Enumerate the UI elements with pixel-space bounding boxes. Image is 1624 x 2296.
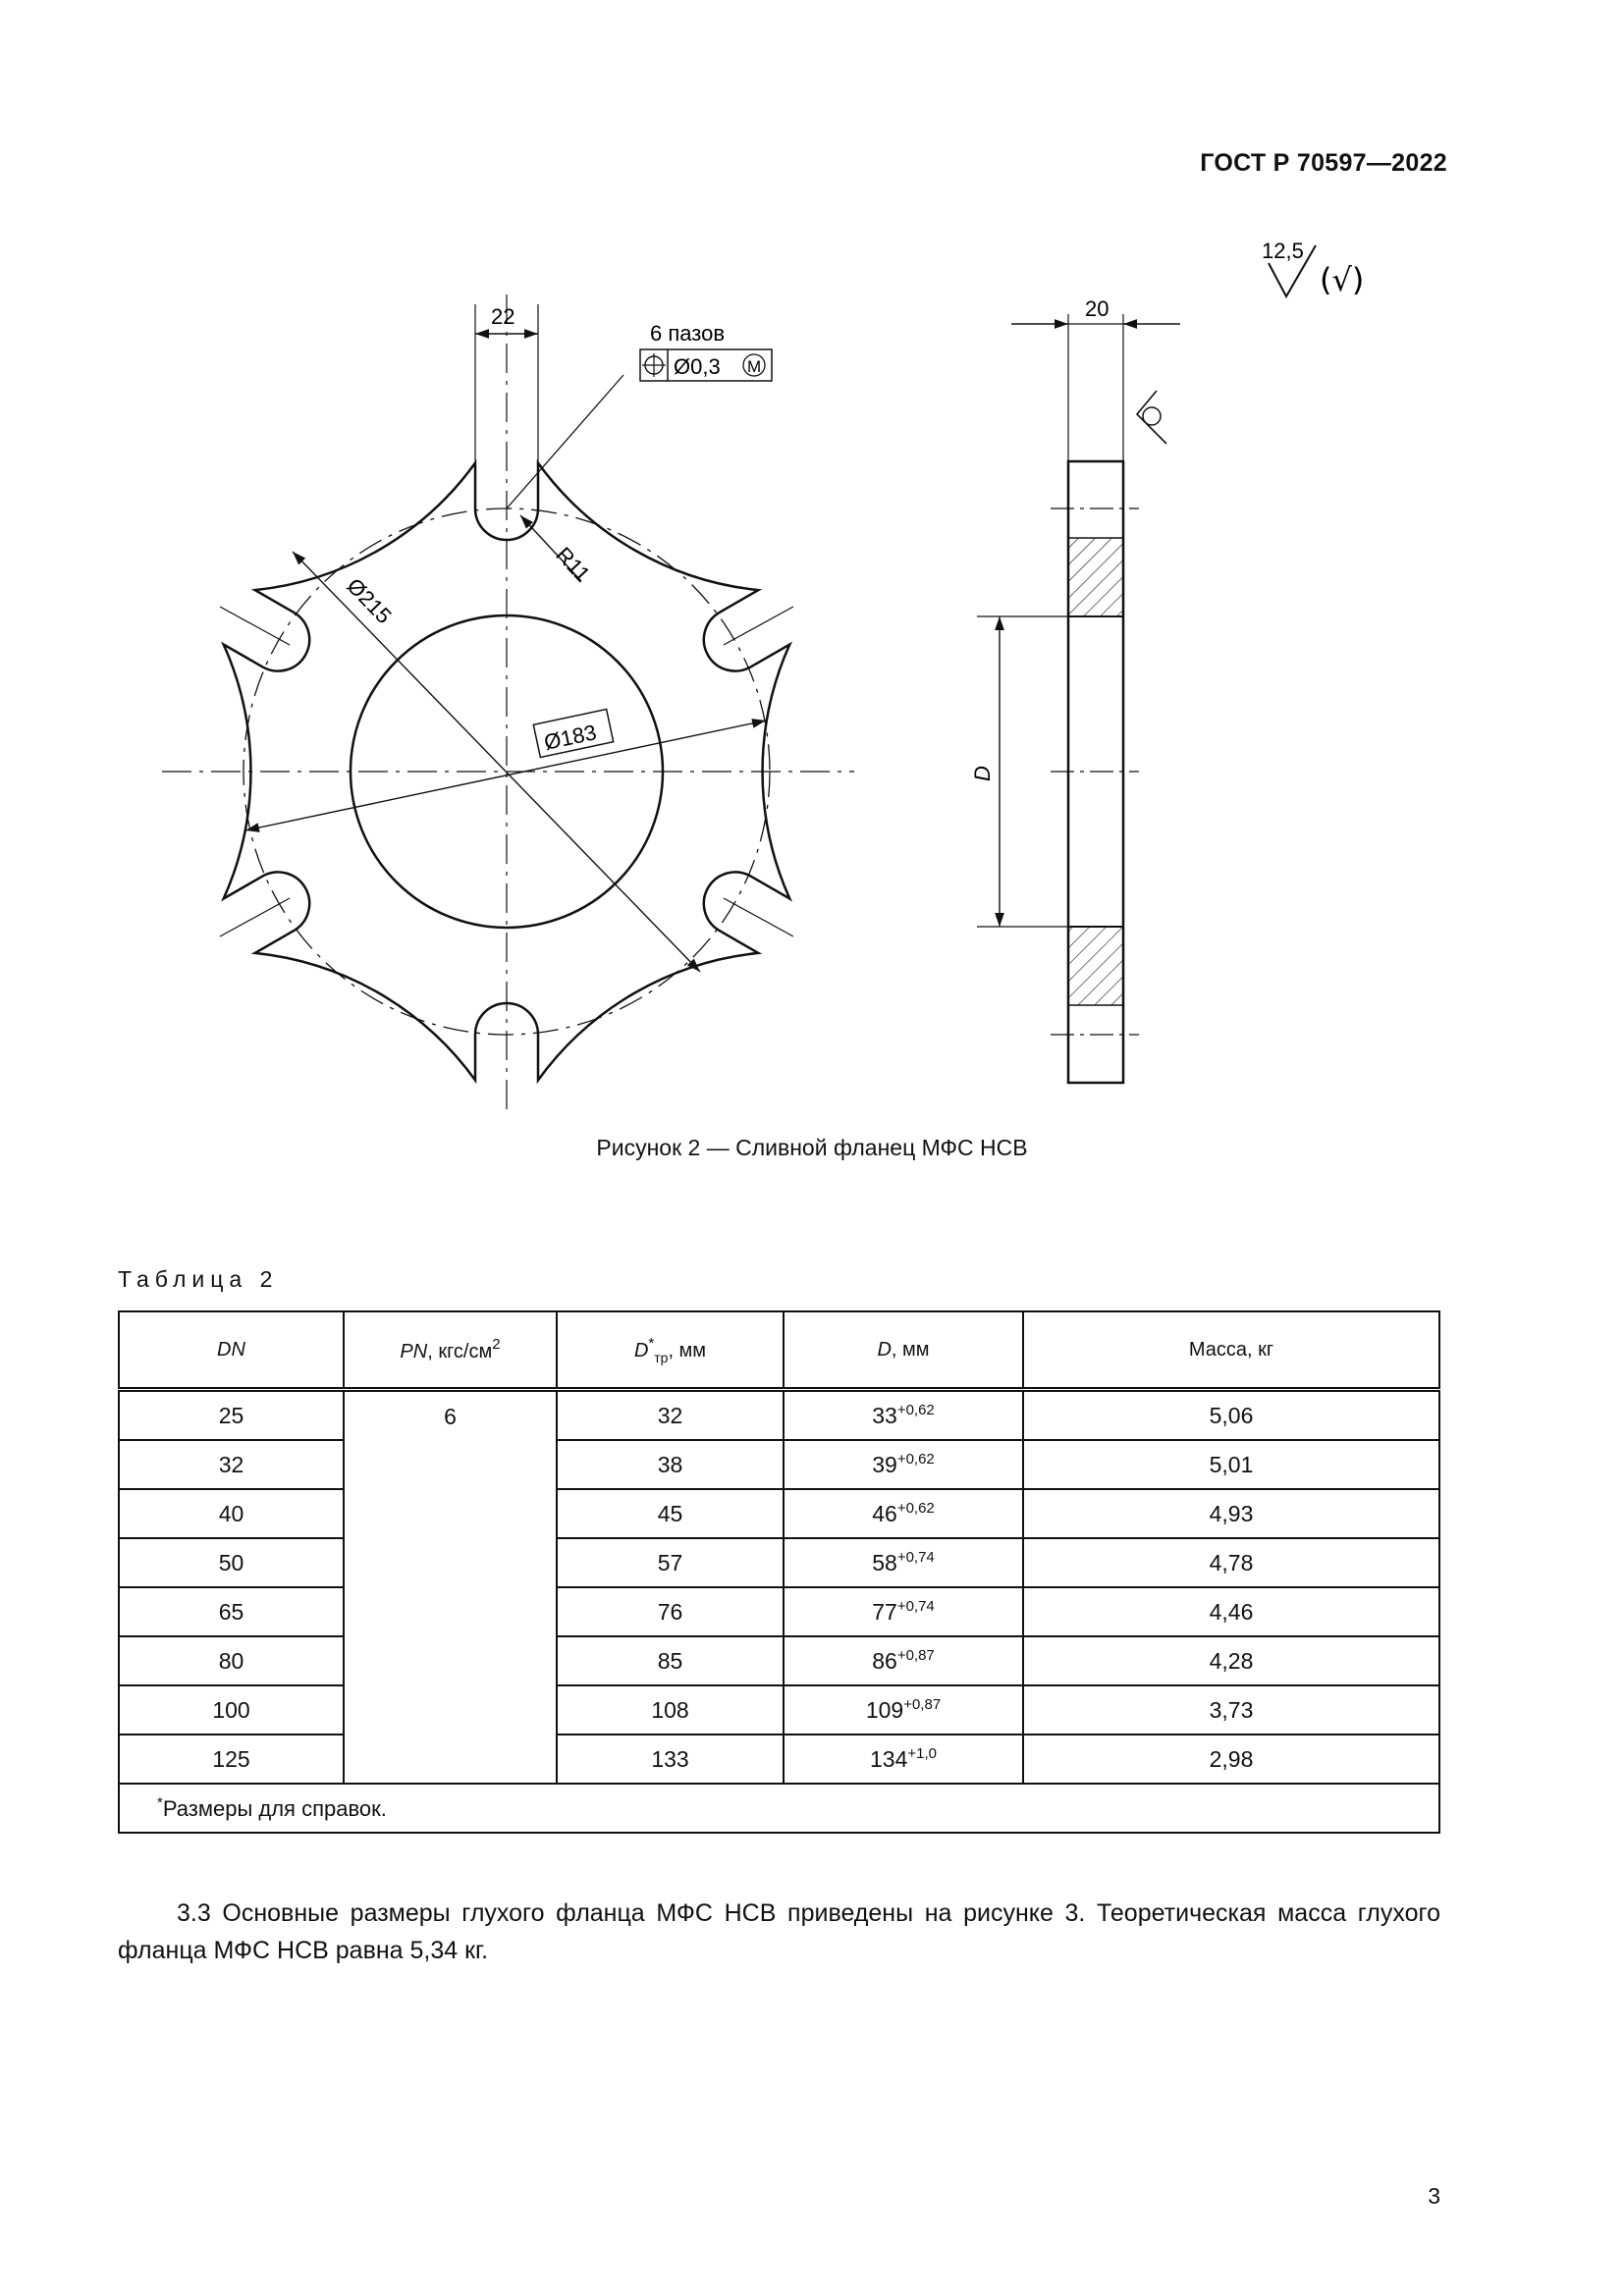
cell-d: $39^{+0,62}$ xyxy=(784,1440,1023,1489)
table-row xyxy=(119,1390,1439,1441)
table-row xyxy=(119,1685,1439,1735)
cell-dtr: 133 xyxy=(557,1735,784,1784)
d-dim: D xyxy=(970,766,995,781)
cell-dtr: 45 xyxy=(557,1489,784,1538)
table-row xyxy=(119,1636,1439,1685)
cell-dn: 50 xyxy=(119,1538,344,1587)
cell-d: $77^{+0,74}$ xyxy=(784,1587,1023,1636)
table-label: Таблица 2 xyxy=(118,1266,279,1292)
table-row xyxy=(119,1735,1439,1784)
inner-diameter-dim: Ø183 xyxy=(541,720,599,755)
cell-dn: 80 xyxy=(119,1636,344,1685)
cell-dtr: 108 xyxy=(557,1685,784,1735)
cell-dn: 65 xyxy=(119,1587,344,1636)
flange-side-view xyxy=(977,314,1180,1083)
cell-pn: 6 xyxy=(344,1390,557,1785)
header-dn: DN xyxy=(119,1311,344,1390)
thickness-dim: 20 xyxy=(1085,296,1110,321)
cell-d: $86^{+0,87}$ xyxy=(784,1636,1023,1685)
table-header-row xyxy=(119,1311,1439,1390)
cell-mass: 4,46 xyxy=(1023,1587,1439,1636)
outer-diameter-dim: Ø215 xyxy=(342,573,397,629)
page-number: 3 xyxy=(1428,2183,1440,2209)
roughness-value: 12,5 xyxy=(1262,239,1304,263)
flange-front-view xyxy=(162,294,854,1114)
cell-mass: 3,73 xyxy=(1023,1685,1439,1735)
table-row xyxy=(119,1587,1439,1636)
table-footnote-row xyxy=(119,1784,1439,1833)
cell-d: $33^{+0,62}$ xyxy=(784,1390,1023,1441)
table-row xyxy=(119,1489,1439,1538)
cell-dtr: 76 xyxy=(557,1587,784,1636)
cell-d: $46^{+0,62}$ xyxy=(784,1489,1023,1538)
flange-drawing xyxy=(0,0,1624,1129)
cell-dn: 32 xyxy=(119,1440,344,1489)
cell-dtr: 38 xyxy=(557,1440,784,1489)
table-footnote: *Размеры для справок. xyxy=(119,1784,1439,1833)
cell-mass: 5,06 xyxy=(1023,1390,1439,1441)
cell-d: $109^{+0,87}$ xyxy=(784,1685,1023,1735)
position-tol-value: Ø0,3 xyxy=(674,354,721,379)
header-mass: Масса, кг xyxy=(1023,1311,1439,1390)
dimensions-table xyxy=(118,1310,1440,1834)
cell-d: $58^{+0,74}$ xyxy=(784,1538,1023,1587)
document-id: ГОСТ Р 70597—2022 xyxy=(1200,149,1447,177)
cell-dtr: 57 xyxy=(557,1538,784,1587)
cell-mass: 4,78 xyxy=(1023,1538,1439,1587)
header-d: D, мм xyxy=(784,1311,1023,1390)
cell-mass: 4,93 xyxy=(1023,1489,1439,1538)
table-row xyxy=(119,1440,1439,1489)
cell-dtr: 32 xyxy=(557,1390,784,1441)
table-row xyxy=(119,1538,1439,1587)
slots-note: 6 пазов xyxy=(650,321,726,346)
radius-dim: R11 xyxy=(551,542,596,587)
roughness-symbol xyxy=(1262,239,1364,298)
body-paragraph: 3.3 Основные размеры глухого фланца МФС НСВ приведены на рисунке 3. Теоретическая масса глухого фланца МФС НСВ равна 5,34 кг. xyxy=(118,1899,1440,1964)
roughness-paren: (√) xyxy=(1320,261,1365,298)
figure-caption: Рисунок 2 — Сливной фланец МФС НСВ xyxy=(596,1135,1028,1160)
cell-dn: 40 xyxy=(119,1489,344,1538)
cell-mass: 4,28 xyxy=(1023,1636,1439,1685)
cell-d: $134^{+1,0}$ xyxy=(784,1735,1023,1784)
header-pn: PN, кгс/$см^2$ xyxy=(344,1311,557,1390)
cell-dn: 125 xyxy=(119,1735,344,1784)
slot-width-dim: 22 xyxy=(491,304,515,329)
cell-dn: 100 xyxy=(119,1685,344,1735)
cell-dn: 25 xyxy=(119,1390,344,1441)
header-dtr: $D^*_{тр}$, мм xyxy=(557,1311,784,1390)
position-tol-modifier: M xyxy=(747,357,762,376)
position-tolerance-frame xyxy=(640,349,772,381)
cell-mass: 2,98 xyxy=(1023,1735,1439,1784)
cell-mass: 5,01 xyxy=(1023,1440,1439,1489)
cell-dtr: 85 xyxy=(557,1636,784,1685)
